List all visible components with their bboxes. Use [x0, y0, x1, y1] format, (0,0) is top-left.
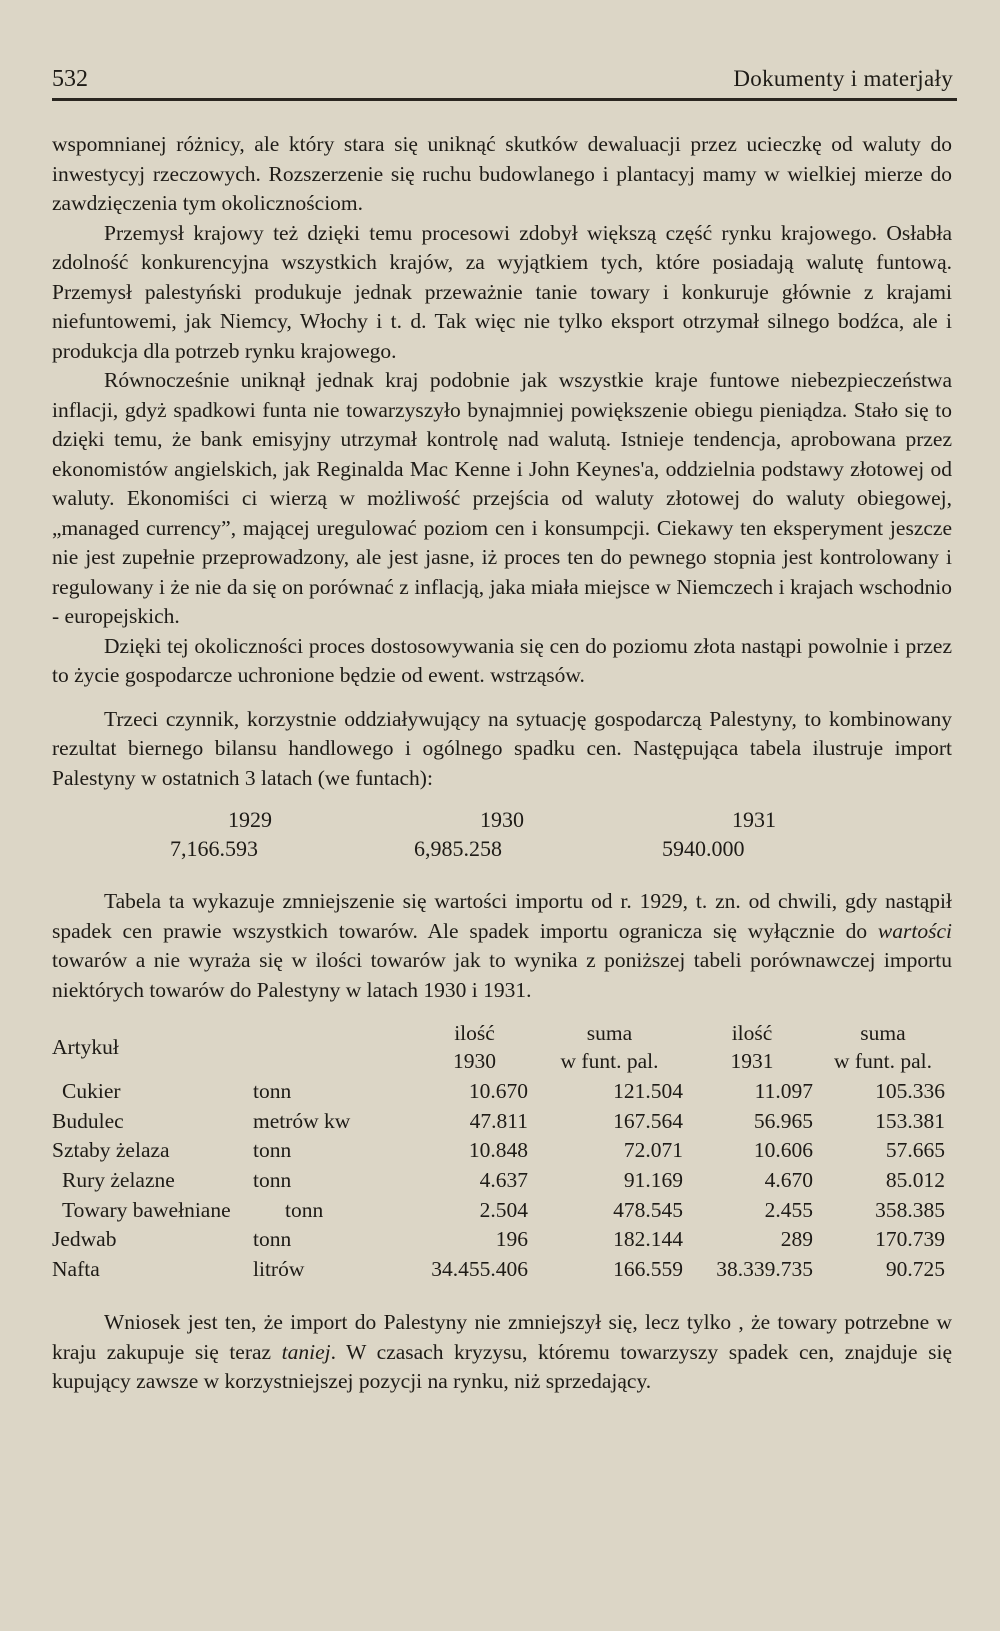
column-header	[687, 1017, 817, 1077]
page-number: 532	[52, 66, 88, 92]
cell-qty-1931: 289	[780, 1227, 813, 1252]
cell-unit: tonn	[253, 1168, 292, 1193]
cell-qty-1931: 4.670	[764, 1168, 813, 1193]
cell-article: Sztaby żelaza	[52, 1138, 170, 1163]
header-line: suma	[860, 1021, 906, 1045]
italic-run: wartości	[877, 918, 952, 943]
cell-article: Budulec	[52, 1108, 124, 1133]
column-header	[817, 1017, 949, 1077]
body-text	[52, 130, 952, 1397]
cell-sum-1930: 72.071	[623, 1138, 683, 1163]
cell-sum-1931: 90.725	[885, 1256, 945, 1281]
paragraph: wspomnianej różnicy, ale który stara się uniknąć skutków dewaluacji przez ucieczkę od waluty do inwestycyj rzeczowych. Rozszerzenie się ruchu budowlanego i plantacyj mamy w wielkiej mierze do zawdzięczenia tym okolicznościom.	[52, 132, 952, 215]
header-line: ilość	[731, 1021, 773, 1045]
cell-sum-1930: 121.504	[613, 1079, 683, 1104]
header-line: w funt. pal.	[834, 1049, 932, 1073]
paragraph: Równocześnie uniknął jednak kraj podobnie jak wszystkie kraje funtowe niebezpieczeństwa inflacji, gdyż spadkowi funta nie towarzyszyło bynajmniej powiększenie obiegu pieniądza. Stało się to dzięki temu, że bank emisyjny utrzymał kontrolę nad walutą. Istnieje tendencja, aprobowana przez ekonomistów angielskich, jak Reginalda Mac Kenne i John Keynes'a, oddzielnia podstawy złotowej od waluty. Ekonomiści ci wierzą w możliwość przejścia od waluty złotowej do waluty obiegowej, „managed currency”, mającej uregulować poziom cen i konsumpcji. Ciekawy ten eksperyment jeszcze nie jest zupełnie przeprowadzony, ale jest jasne, iż proces ten do pewnego stopnia jest kontrolowany i regulowany i że nie da się on porównać z inflacją, jaka miała miejsce w Niemczech i krajach wschodnio - europejskich.	[52, 368, 952, 628]
table-row	[52, 1136, 949, 1166]
table-row	[52, 1225, 949, 1255]
cell-sum-1930: 167.564	[613, 1108, 683, 1133]
cell-qty-1931: 2.455	[764, 1197, 813, 1222]
cell-unit: tonn	[253, 1138, 292, 1163]
column-header: Artykuł	[52, 1034, 119, 1059]
header-line: 1931	[730, 1049, 774, 1073]
text-run: Wniosek jest ten, że import do Palestyny nie zmniejszył się, lecz tylko , że towary potrzebne w kraju zakupuje się teraz	[52, 1310, 952, 1364]
import-table-years	[52, 807, 952, 836]
italic-run: taniej	[281, 1339, 331, 1364]
cell-unit: metrów kw	[253, 1108, 351, 1133]
cell-sum-1931: 85.012	[885, 1168, 945, 1193]
table-row	[52, 1255, 949, 1285]
header-line: suma	[586, 1021, 633, 1045]
cell-qty-1931: 56.965	[753, 1108, 813, 1133]
cell-unit: tonn	[253, 1227, 292, 1252]
import-year: 1931	[732, 807, 776, 832]
column-header	[532, 1017, 687, 1077]
text-run: . W czasach kryzysu, któremu towarzyszy spadek cen, znajduje się kupujący zawsze w korzystniejszej pozycji na rynku, niż sprzedający.	[52, 1339, 953, 1394]
running-title: Dokumenty i materjały	[733, 66, 953, 91]
cell-sum-1931: 358.385	[875, 1197, 945, 1222]
cell-unit: tonn	[285, 1197, 324, 1222]
cell-article: Nafta	[52, 1256, 100, 1281]
cell-article: Jedwab	[52, 1227, 117, 1252]
import-value: 5940.000	[662, 836, 745, 861]
column-header	[387, 1017, 532, 1077]
table-row	[52, 1077, 949, 1107]
cell-sum-1931: 57.665	[885, 1138, 945, 1163]
cell-qty-1930: 2.504	[479, 1197, 528, 1222]
table-row	[52, 1195, 949, 1225]
header-line: ilość	[454, 1021, 495, 1045]
cell-qty-1930: 196	[495, 1227, 528, 1252]
cell-sum-1930: 182.144	[613, 1227, 683, 1252]
cell-article: Cukier	[62, 1079, 121, 1104]
cell-article: Towary bawełniane	[62, 1197, 231, 1222]
import-year: 1929	[228, 807, 272, 832]
paragraph	[52, 887, 952, 1005]
import-table-values	[52, 836, 952, 865]
cell-sum-1931: 153.381	[875, 1108, 945, 1133]
cell-sum-1930: 91.169	[623, 1168, 683, 1193]
cell-sum-1931: 170.739	[875, 1227, 945, 1252]
text-run: Tabela ta wykazuje zmniejszenie się wartości importu od r. 1929, t. zn. od chwili, gdy nastąpił spadek cen prawie wszystkich towarów. Ale spadek importu ogranicza się wyłącznie do	[52, 889, 952, 943]
cell-article: Rury żelazne	[62, 1168, 175, 1193]
table-row	[52, 1166, 949, 1196]
cell-sum-1930: 166.559	[613, 1256, 683, 1281]
page-header	[52, 62, 957, 101]
cell-unit: tonn	[253, 1079, 292, 1104]
cell-qty-1930: 10.670	[468, 1079, 528, 1104]
header-line: 1930	[453, 1049, 496, 1073]
import-year: 1930	[480, 807, 524, 832]
paragraph: Dzięki tej okoliczności proces dostosowywania się cen do poziomu złota nastąpi powolnie i przez to życie gospodarcze uchronione będzie od ewent. wstrząsów.	[52, 633, 952, 687]
import-value: 7,166.593	[170, 836, 258, 861]
cell-unit: litrów	[253, 1256, 305, 1281]
paragraph: Przemysł krajowy też dzięki temu procesowi zdobył większą część rynku krajowego. Osłabła zdolność konkurencyjna wszystkich krajów, za wyjątkiem tych, które posiadają walutę funtową. Przemysł palestyński produkuje jednak przeważnie tanie towary i konkuruje głównie z krajami niefuntowemi, jak Niemcy, Włochy i t. d. Tak więc nie tylko eksport otrzymał silnego bodźca, ale i produkcja dla potrzeb rynku krajowego.	[52, 220, 952, 363]
cell-qty-1931: 38.339.735	[716, 1256, 813, 1281]
cell-qty-1930: 47.811	[469, 1108, 528, 1133]
import-value: 6,985.258	[414, 836, 502, 861]
cell-sum-1930: 478.545	[613, 1197, 683, 1222]
goods-table-header	[52, 1017, 949, 1077]
header-line: w funt. pal.	[560, 1049, 659, 1073]
paragraph: Trzeci czynnik, korzystnie oddziaływujący na sytuację gospodarczą Palestyny, to kombinowany rezultat biernego bilansu handlowego i ogólnego spadku cen. Następująca tabela ilustruje import Palestyny w ostatnich 3 latach (we funtach):	[52, 706, 952, 790]
cell-sum-1931: 105.336	[875, 1079, 945, 1104]
cell-qty-1930: 10.848	[468, 1138, 528, 1163]
cell-qty-1930: 4.637	[479, 1168, 528, 1193]
cell-qty-1931: 10.606	[753, 1138, 813, 1163]
paragraph	[52, 1308, 952, 1397]
table-row	[52, 1107, 949, 1137]
text-run: towarów a nie wyraża się w ilości towarów jak to wynika z poniższej tabeli porównawczej importu niektórych towarów do Palestyny w latach 1930 i 1931.	[52, 948, 952, 1002]
cell-qty-1931: 11.097	[754, 1079, 813, 1104]
cell-qty-1930: 34.455.406	[431, 1256, 528, 1281]
goods-table	[52, 1017, 949, 1284]
